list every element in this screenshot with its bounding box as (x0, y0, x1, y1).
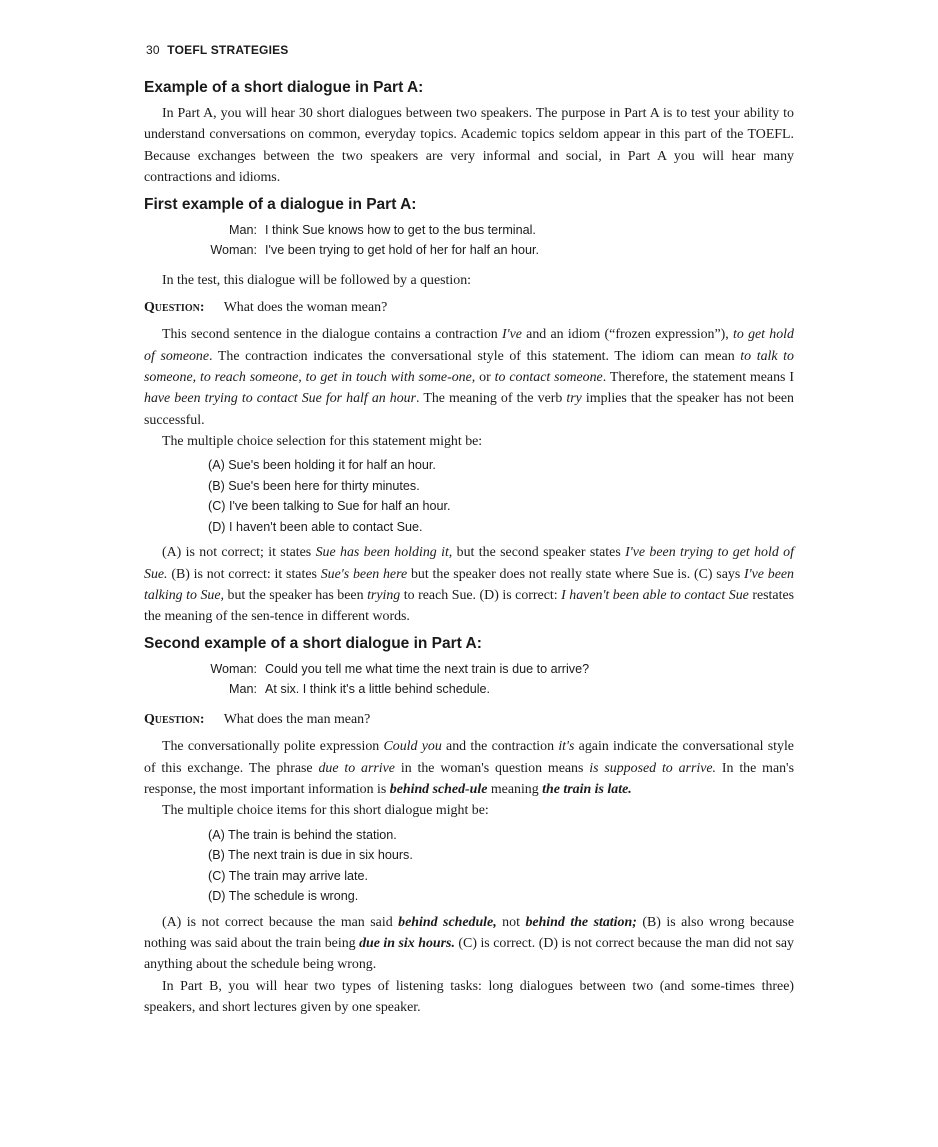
dialogue-text: I've been trying to get hold of her for half an hour. (265, 243, 540, 258)
followup-text: In the test, this dialogue will be followed by a question: (162, 273, 472, 289)
speaker-label: Man: (229, 682, 257, 697)
page-number: 30 (146, 43, 160, 57)
dialogue-line (144, 220, 794, 240)
option-d: (D) I haven't been able to contact Sue. (208, 519, 423, 534)
option-d: (D) The schedule is wrong. (208, 889, 359, 904)
first-dialogue (144, 220, 794, 260)
option-a: (A) The train is behind the station. (208, 827, 397, 842)
speaker-label: Woman: (210, 243, 257, 258)
option-c: (C) I've been talking to Sue for half an hour. (208, 499, 451, 514)
dialogue-text: I think Sue knows how to get to the bus terminal. (265, 223, 536, 238)
book-title: TOEFL STRATEGIES (167, 43, 289, 57)
option-c: (C) The train may arrive late. (208, 868, 369, 883)
running-head (146, 43, 289, 57)
dialogue-text: At six. I think it's a little behind schedule. (265, 682, 491, 697)
dialogue-line (144, 659, 794, 679)
first-analysis-paragraph: This second sentence in the dialogue contains a contraction I've and an idiom (“frozen expression”), to get hold of someone. The contraction indicates the conversational style of this statement. The idiom can mean to talk to someone, to reach someone, to get in touch with some-one, or to contact someone. Therefore, the statement means I have been trying to contact Sue for half an hour. The meaning of the verb try implies that the speaker has not been successful. (144, 327, 795, 428)
dialogue-text: Could you tell me what time the next train is due to arrive? (265, 662, 590, 677)
dialogue-line (144, 240, 794, 260)
first-choices-intro: The multiple choice selection for this statement might be: (162, 433, 483, 449)
speaker-label: Woman: (210, 662, 257, 677)
option-a: (A) Sue's been holding it for half an hour. (208, 458, 436, 473)
question-label: Question: (144, 300, 205, 316)
question-label: Question: (144, 712, 205, 728)
question-text: What does the woman mean? (223, 300, 388, 316)
second-explanation-paragraph: (A) is not correct because the man said behind schedule, not behind the station; (B) is also wrong because nothing was said about the train being due in six hours. (C) is correct. (D) is not correct because the man did not say anything about the schedule being wrong. (144, 914, 794, 973)
second-options-list (208, 825, 794, 907)
closing-paragraph: In Part B, you will hear two types of listening tasks: long dialogues between two (and some-times three) speakers, and short lectures given by one speaker. (144, 978, 794, 1015)
first-options-list (208, 455, 794, 537)
page-content (144, 78, 794, 1018)
dialogue-line (144, 679, 794, 699)
second-example-heading: Second example of a short dialogue in Part A: (144, 635, 482, 653)
speaker-label: Man: (229, 223, 257, 238)
option-b: (B) Sue's been here for thirty minutes. (208, 478, 420, 493)
second-choices-intro: The multiple choice items for this short dialogue might be: (162, 803, 489, 819)
second-question (144, 709, 794, 730)
second-analysis-paragraph: The conversationally polite expression Could you and the contraction it's again indicate the conversational style of this exchange. The phrase due to arrive in the woman's question means is supposed to arrive. In the man's response, the most important information is behind sched-ule meaning the train is late. (144, 739, 794, 798)
section-heading-short-dialogue: Example of a short dialogue in Part A: (144, 79, 424, 96)
first-example-heading: First example of a dialogue in Part A: (144, 196, 417, 214)
second-dialogue (144, 659, 794, 699)
first-question (144, 297, 794, 318)
option-b: (B) The next train is due in six hours. (208, 848, 413, 863)
question-text: What does the man mean? (223, 712, 371, 728)
first-explanation-paragraph: (A) is not correct; it states Sue has been holding it, but the second speaker states I've been trying to get hold of Sue. (B) is not correct: it states Sue's been here but the speaker does not really state where Sue is. (C) says I've been talking to Sue, but the speaker has been trying to reach Sue. (D) is correct: I haven't been able to contact Sue restates the meaning of the sen-tence in different words. (144, 545, 795, 625)
intro-paragraph: In Part A, you will hear 30 short dialogues between two speakers. The purpose in Part A is to test your ability to understand conversations on common, everyday topics. Academic topics seldom appear in this part of the TOEFL. Because exchanges between the two speakers are very informal and social, in Part A you will hear many contractions and idioms. (144, 106, 794, 185)
